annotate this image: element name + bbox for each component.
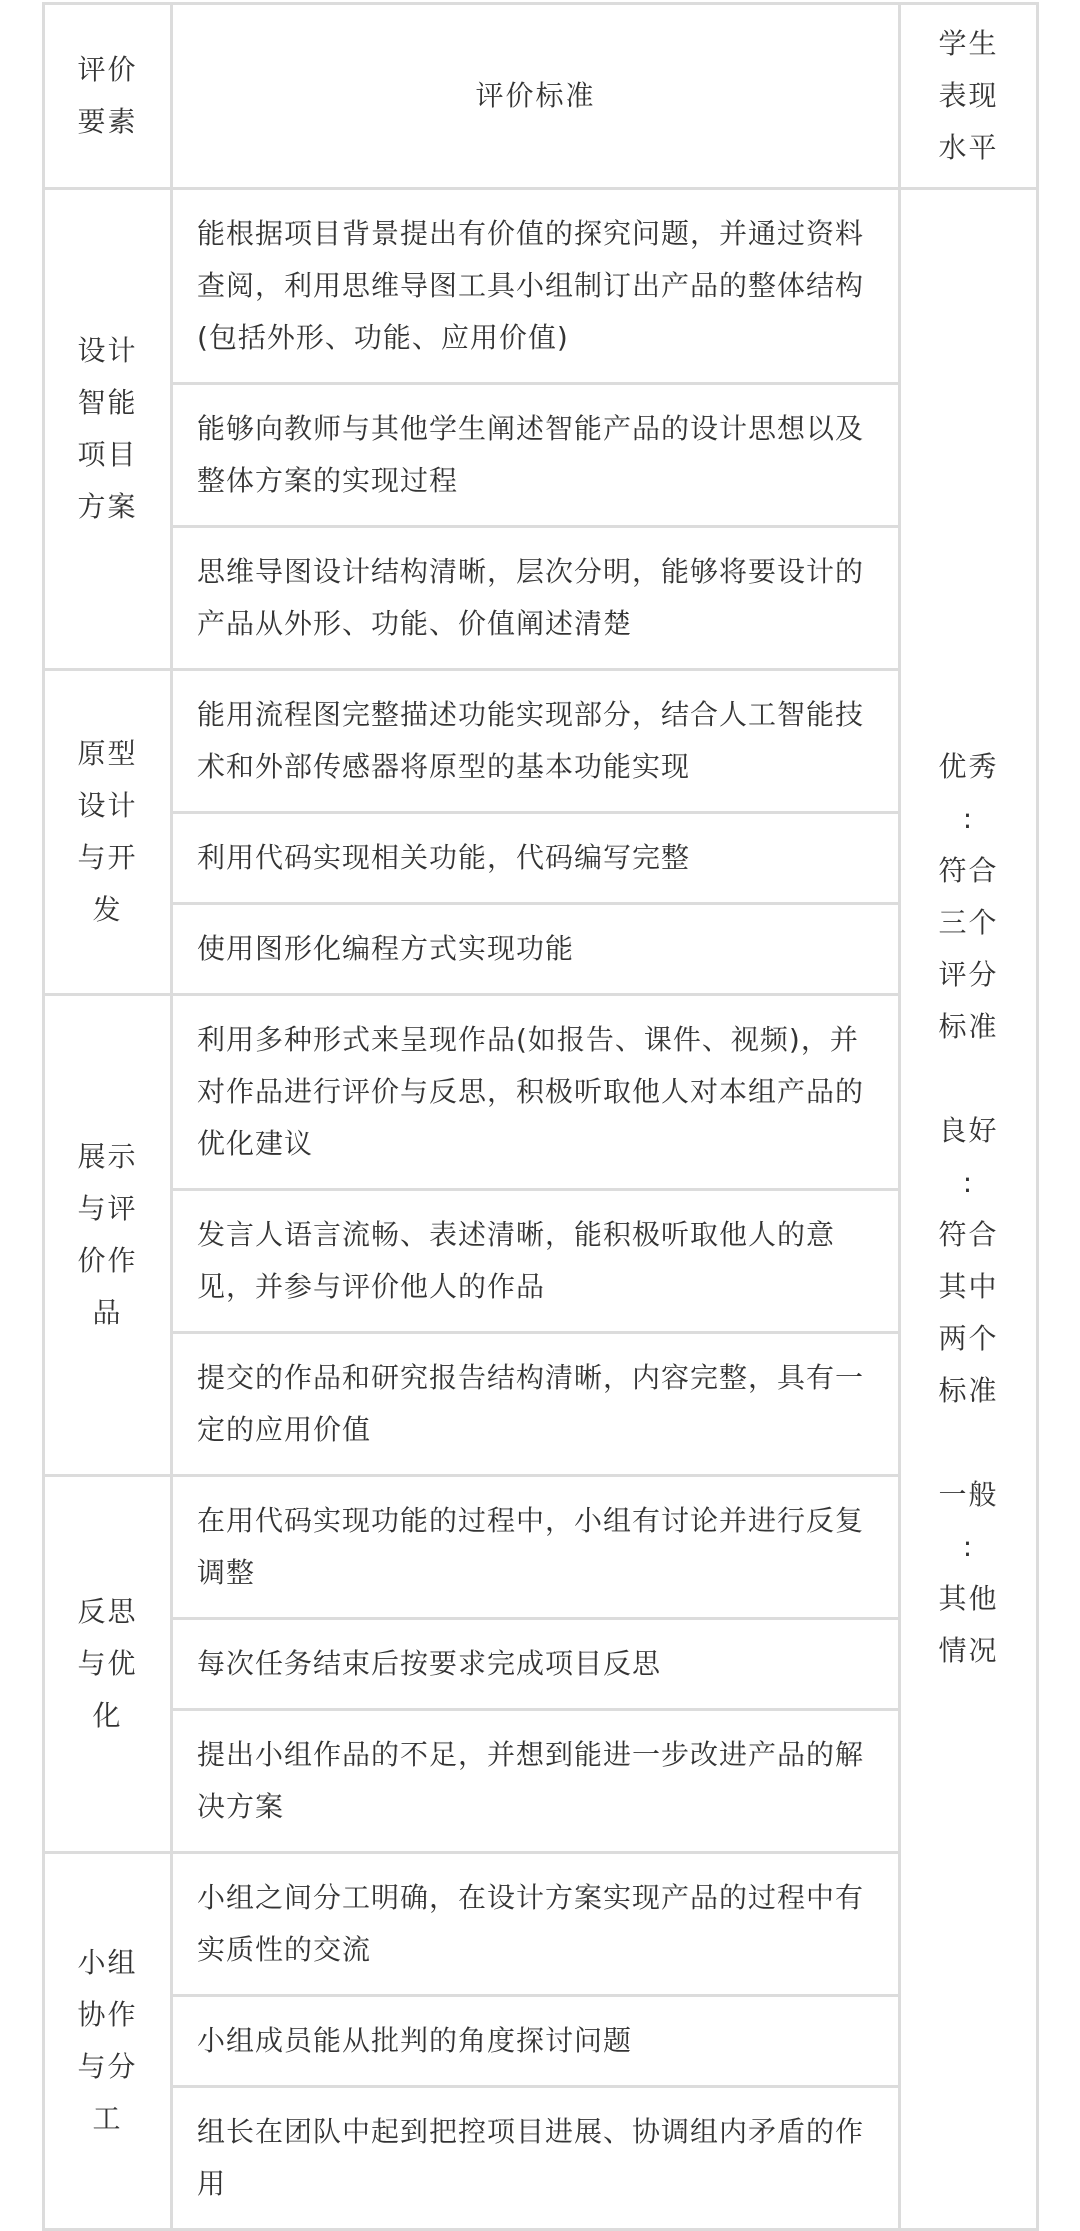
element-cell (44, 1853, 172, 2230)
element-label: 设计智能项目方案 (77, 334, 138, 523)
element-label: 小组协作与分工 (77, 1946, 138, 2135)
table-row (44, 670, 1038, 813)
evaluation-table (42, 2, 1039, 2231)
element-cell (44, 995, 172, 1476)
level-spacer (901, 1417, 1036, 1469)
element-label: 展示与评价作品 (77, 1140, 138, 1329)
criteria-cell: 每次任务结束后按要求完成项目反思 (172, 1619, 900, 1710)
criteria-cell: 在用代码实现功能的过程中，小组有讨论并进行反复调整 (172, 1476, 900, 1619)
table-row (44, 527, 1038, 670)
level-spacer (901, 1053, 1036, 1105)
header-level-label: 学生表现水平 (938, 27, 999, 164)
table-row (44, 189, 1038, 384)
criteria-cell: 提出小组作品的不足，并想到能进一步改进产品的解决方案 (172, 1710, 900, 1853)
header-criteria-label: 评价标准 (475, 79, 596, 112)
element-cell (44, 1476, 172, 1853)
table-row (44, 1996, 1038, 2087)
level-desc: 符合其中两个标准 (938, 1218, 999, 1407)
header-level (900, 4, 1038, 189)
table-row (44, 1190, 1038, 1333)
criteria-cell: 利用多种形式来呈现作品(如报告、课件、视频)，并对作品进行评价与反思，积极听取他人对本组产品的优化建议 (172, 995, 900, 1190)
header-criteria (172, 4, 900, 189)
element-label: 反思与优化 (77, 1595, 138, 1732)
level-colon: : (962, 802, 975, 835)
criteria-cell: 能根据项目背景提出有价值的探究问题，并通过资料查阅，利用思维导图工具小组制订出产品的整体结构(包括外形、功能、应用价值) (172, 189, 900, 384)
level-average (937, 1469, 1001, 1677)
table-row (44, 2087, 1038, 2230)
table-row (44, 813, 1038, 904)
level-cell (900, 189, 1038, 2230)
level-desc: 符合三个评分标准 (938, 854, 999, 1043)
header-element (44, 4, 172, 189)
criteria-cell: 发言人语言流畅、表述清晰，能积极听取他人的意见，并参与评价他人的作品 (172, 1190, 900, 1333)
criteria-cell: 能够向教师与其他学生阐述智能产品的设计思想以及整体方案的实现过程 (172, 384, 900, 527)
level-name: 优秀 (938, 750, 999, 783)
level-excellent (937, 741, 1001, 1053)
criteria-cell: 小组之间分工明确，在设计方案实现产品的过程中有实质性的交流 (172, 1853, 900, 1996)
evaluation-table-container (42, 2, 1039, 2231)
table-row (44, 1333, 1038, 1476)
header-row (44, 4, 1038, 189)
level-name: 良好 (938, 1114, 999, 1147)
level-desc: 其他情况 (938, 1582, 999, 1667)
criteria-cell: 组长在团队中起到把控项目进展、协调组内矛盾的作用 (172, 2087, 900, 2230)
criteria-cell: 使用图形化编程方式实现功能 (172, 904, 900, 995)
level-colon: : (962, 1530, 975, 1563)
header-element-label: 评价要素 (77, 53, 138, 138)
element-label: 原型设计与开发 (77, 737, 138, 926)
table-row (44, 1619, 1038, 1710)
level-colon: : (962, 1166, 975, 1199)
criteria-cell: 利用代码实现相关功能，代码编写完整 (172, 813, 900, 904)
criteria-cell: 能用流程图完整描述功能实现部分，结合人工智能技术和外部传感器将原型的基本功能实现 (172, 670, 900, 813)
table-row (44, 904, 1038, 995)
level-good (937, 1105, 1001, 1417)
element-cell (44, 670, 172, 995)
criteria-cell: 思维导图设计结构清晰，层次分明，能够将要设计的产品从外形、功能、价值阐述清楚 (172, 527, 900, 670)
element-cell (44, 189, 172, 670)
criteria-cell: 提交的作品和研究报告结构清晰，内容完整，具有一定的应用价值 (172, 1333, 900, 1476)
table-row (44, 1476, 1038, 1619)
table-row (44, 995, 1038, 1190)
table-row (44, 1853, 1038, 1996)
level-name: 一般 (938, 1478, 999, 1511)
criteria-cell: 小组成员能从批判的角度探讨问题 (172, 1996, 900, 2087)
table-row (44, 384, 1038, 527)
table-row (44, 1710, 1038, 1853)
